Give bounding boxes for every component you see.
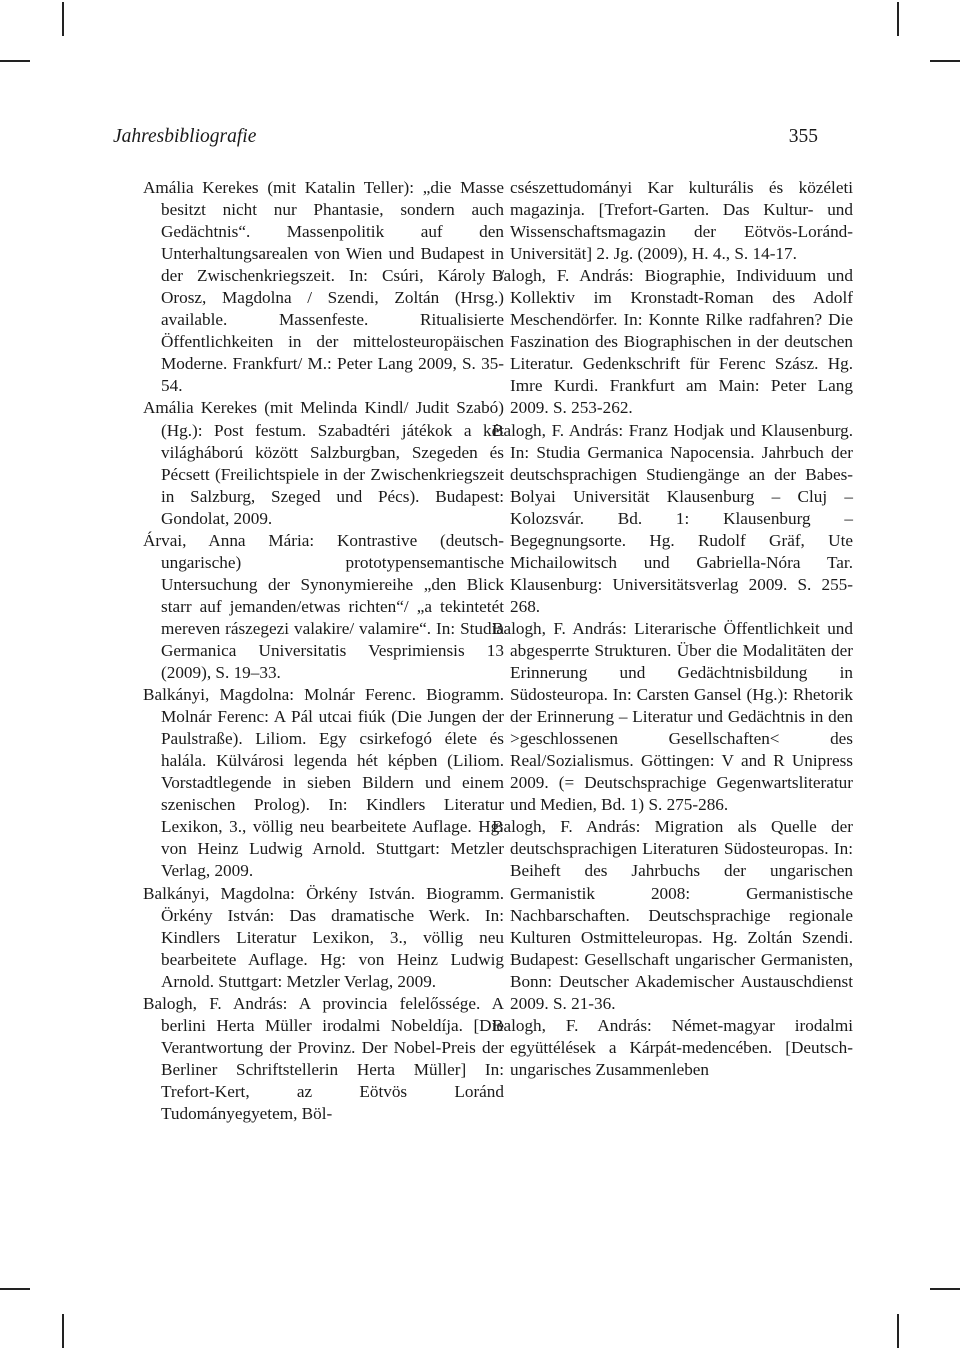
crop-mark: [0, 60, 30, 62]
bibliography-entry: Balogh, F. András: Német-magyar irodalmi együttélések a Kárpát-medencében. [Deutsch-ungarisches Zusammenleben: [492, 1015, 853, 1079]
crop-mark: [930, 60, 960, 62]
running-head-title: Jahresbibliografie: [113, 126, 257, 147]
bibliography-entry: Balogh, F. András: Literarische Öffentlichkeit und abgesperrte Strukturen. Über die Modalitäten der Erinnerung und Gedächtnisbildung in Südosteuropa. In: Carsten Gansel (Hg.): Rhetorik der Erinnerung – Literatur und Gedächtnis in den >geschlossenen Gesellschaften< des Real/Sozialismus. Göttingen: V and R Unipress 2009. (= Deutschsprachige Gegenwartsliteratur und Medien, Bd. 1) S. 275-286.: [492, 618, 853, 815]
bibliography-entry: Balogh, F. András: A provincia felelőssége. A berlini Herta Müller irodalmi Nobeldíja. [Die Verantwortung der Provinz. Der Nobel-Preis der Berliner Schriftstellerin Herta Müller] In: Trefort-Kert, az Eötvös Loránd Tudományegyetem, Böl-: [143, 993, 504, 1123]
bibliography-entry: Balkányi, Magdolna: Molnár Ferenc. Biogramm. Molnár Ferenc: A Pál utcai fiúk (Die Jungen der Paulstraße). Liliom. Egy csirkefogó élete és halála. Külvárosi legenda hét képben (Liliom. Vorstadtlegende in sieben Bildern und einem szenischen Prolog). In: Kindlers Literatur Lexikon, 3., völlig neu bearbeitete Auflage. Hg: von Heinz Ludwig Arnold. Stuttgart: Metzler Verlag, 2009.: [143, 685, 504, 881]
bibliography-entry: Árvai, Anna Mária: Kontrastive (deutsch-ungarische) prototypensemantische Untersuchung der Synonymiereihe „den Blick starr auf jemanden/etwas richten“/ „a tekintetét mereven rászegezi valakire/ valamire“. In: Studia Germanica Universitatis Vesprimiensis 13 (2009), S. 19–33.: [143, 530, 504, 683]
page-number: 355: [788, 126, 818, 147]
bibliography-entry-continuation: csészettudományi Kar kulturális és közéleti magazinja. [Trefort-Garten. Das Kultur- und Wissenschaftsmagazin der Eötvös-Loránd-Universität] 2. Jg. (2009), H. 4., S. 14-17.: [510, 178, 853, 264]
bibliography-entry: Amália Kerekes (mit Katalin Teller): „die Masse besitzt nicht nur Phantasie, sondern auch Gedächtnis“. Massenpolitik auf den Unterhaltungsarealen von Wien und Budapest in der Zwischenkriegszeit. In: Csúri, Károly / Orosz, Magdolna / Szendi, Zoltán (Hrsg.) available. Massenfeste. Ritualisierte Öffentlichkeiten in der mittelosteuropäischen Moderne. Frankfurt/ M.: Peter Lang 2009, S. 35-54.: [143, 178, 504, 396]
crop-mark: [897, 2, 899, 36]
crop-mark: [930, 1288, 960, 1290]
bibliography-entry: Balogh, F. András: Franz Hodjak und Klausenburg. In: Studia Germanica Napocensia. Jahrbuch der deutschsprachigen Studiengänge an der Babes-Bolyai Universität Klausenburg – Cluj – Kolozsvár. Bd. 1: Klausenburg – Begegnungsorte. Hg. Rudolf Gräf, Ute Michailowitsch und Gabriella-Nóra Tar. Klausenburg: Universitätsverlag 2009. S. 255-268.: [492, 420, 853, 616]
crop-mark: [62, 2, 64, 36]
bibliography-entry: Balogh, F. András: Migration als Quelle der deutschsprachigen Literaturen Südosteuropas. In: Beiheft des Jahrbuchs der ungarischen Germanistik 2008: Germanistische Nachbarschaften. Deutschsprachige regionale Kulturen Ostmitteleuropas. Hg. Zoltán Szendi. Budapest: Gesellschaft ungarischer Germanisten, Bonn: Deutscher Akademischer Austauschdienst 2009. S. 21-36.: [492, 817, 853, 1013]
bibliography-entry: Amália Kerekes (mit Melinda Kindl/ Judit Szabó) (Hg.): Post festum. Szabadtéri játékok a két világháború között Salzburgban, Szegeden és Pécsett (Freilichtspiele in der Zwischenkriegszeit in Salzburg, Szeged und Pécs). Budapest: Gondolat, 2009.: [143, 398, 504, 528]
crop-mark: [62, 1314, 64, 1348]
bibliography-entry: Balogh, F. András: Biographie, Individuum und Kollektiv im Kronstadt-Roman des Adolf Meschendörfer. In: Konnte Rilke radfahren? Die Faszination des Biographischen in der deutschen Literatur. Gedenkschrift für Ferenc Szász. Hg. Imre Kurdi. Frankfurt am Main: Peter Lang 2009. S. 253-262.: [492, 266, 853, 418]
crop-mark: [0, 1288, 30, 1290]
crop-mark: [897, 1314, 899, 1348]
right-column: [492, 177, 853, 1081]
running-head: [113, 124, 818, 150]
left-column: [143, 177, 504, 1125]
bibliography-entry: Balkányi, Magdolna: Örkény István. Biogramm. Örkény István: Das dramatische Werk. In: Kindlers Literatur Lexikon, 3., völlig neu bearbeitete Auflage. Hg: von Heinz Ludwig Arnold. Stuttgart: Metzler Verlag, 2009.: [143, 883, 504, 991]
